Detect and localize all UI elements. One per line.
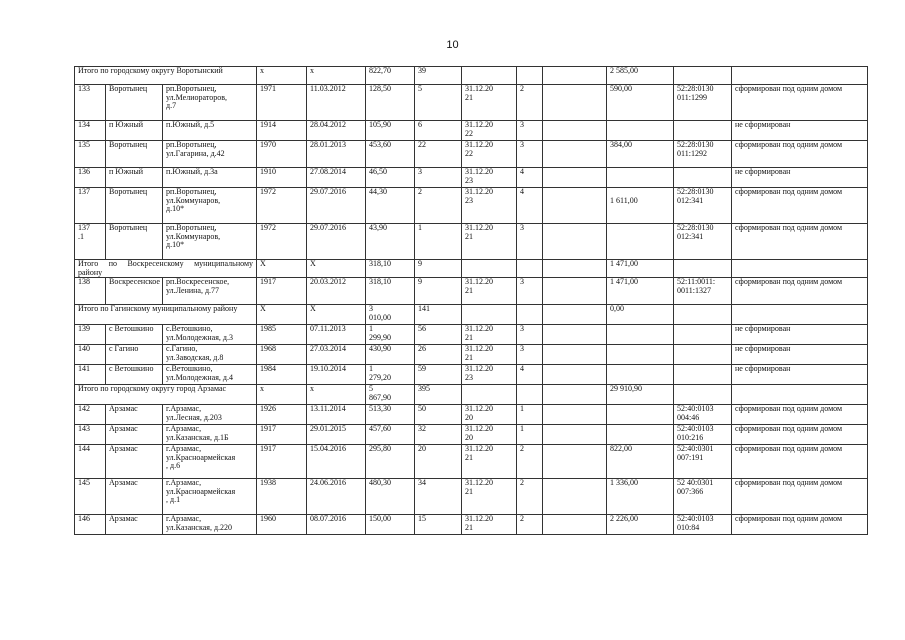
locality-cell: с Ветошкино	[106, 365, 163, 385]
address-cell: рп.Воротынец, ул.Коммунаров, д.10*	[163, 224, 257, 260]
empty-cell	[543, 121, 607, 141]
cadastral-cell: 52:40:0301 007:191	[674, 445, 732, 479]
deadline-cell: 31.12.20 21	[462, 85, 517, 121]
address-cell: с.Ветошкино, ул.Молодежная, д.3	[163, 325, 257, 345]
subtotal-empty-cell	[674, 260, 732, 278]
year-cell: 1972	[257, 224, 307, 260]
subtotal-empty-cell	[462, 67, 517, 85]
empty-cell	[543, 188, 607, 224]
address-cell: с.Ветошкино, ул.Молодежная, д.4	[163, 365, 257, 385]
status-cell: сформирован под одним домом	[732, 425, 868, 445]
table-row	[75, 278, 868, 305]
locality-cell: Арзамас	[106, 445, 163, 479]
deadline-cell: 31.12.20 23	[462, 168, 517, 188]
persons-cell: 9	[415, 278, 462, 305]
empty-cell	[543, 141, 607, 168]
empty-cell	[543, 515, 607, 535]
subtotal-persons: 39	[415, 67, 462, 85]
locality-cell: Воротынец	[106, 85, 163, 121]
year-cell: 1910	[257, 168, 307, 188]
table-row	[75, 345, 868, 365]
empty-cell	[543, 325, 607, 345]
subtotal-date-cell: х	[307, 67, 366, 85]
locality-cell: п Южный	[106, 168, 163, 188]
subtotal-date-cell: Х	[307, 305, 366, 325]
cadastral-cell: 52:40:0103 010:84	[674, 515, 732, 535]
stage-cell: 3	[517, 325, 543, 345]
cadastral-cell: 52 40:0301 007:366	[674, 479, 732, 515]
subtotal-empty-cell	[462, 385, 517, 405]
cadastral-cell	[674, 168, 732, 188]
persons-cell: 3	[415, 168, 462, 188]
address-cell: п.Южный, д.5	[163, 121, 257, 141]
locality-cell: Арзамас	[106, 425, 163, 445]
stage-cell: 2	[517, 479, 543, 515]
stage-cell: 4	[517, 365, 543, 385]
persons-cell: 5	[415, 85, 462, 121]
subtotal-area: 822,70	[366, 67, 415, 85]
cadastral-cell	[674, 121, 732, 141]
table-row	[75, 479, 868, 515]
date-cell: 28.04.2012	[307, 121, 366, 141]
table-row	[75, 121, 868, 141]
date-cell: 29.07.2016	[307, 224, 366, 260]
locality-cell: Арзамас	[106, 515, 163, 535]
table-row	[75, 405, 868, 425]
persons-cell: 6	[415, 121, 462, 141]
status-cell: не сформирован	[732, 325, 868, 345]
cost-cell	[607, 121, 674, 141]
persons-cell: 32	[415, 425, 462, 445]
subtotal-label: Итого по городскому округу Воротынский	[75, 67, 257, 85]
subtotal-persons: 395	[415, 385, 462, 405]
area-cell: 105,90	[366, 121, 415, 141]
locality-cell: с Гагино	[106, 345, 163, 365]
table-row	[75, 85, 868, 121]
cadastral-cell: 52:40:0103 010:216	[674, 425, 732, 445]
address-cell: г.Арзамас, ул.Красноармейская , д.1	[163, 479, 257, 515]
empty-cell	[543, 85, 607, 121]
address-cell: г.Арзамас, ул.Казанская, д.1Б	[163, 425, 257, 445]
area-cell: 44,30	[366, 188, 415, 224]
persons-cell: 34	[415, 479, 462, 515]
empty-cell	[543, 278, 607, 305]
persons-cell: 50	[415, 405, 462, 425]
address-cell: г.Арзамас, ул.Казанская, д.220	[163, 515, 257, 535]
cost-cell	[607, 405, 674, 425]
stage-cell: 1	[517, 405, 543, 425]
status-cell: сформирован под одним домом	[732, 188, 868, 224]
subtotal-cost: 0,00	[607, 305, 674, 325]
cadastral-cell	[674, 325, 732, 345]
cost-cell	[607, 345, 674, 365]
table-row	[75, 188, 868, 224]
row-number: 141	[75, 365, 106, 385]
deadline-cell: 31.12.20 22	[462, 121, 517, 141]
cost-cell: 2 226,00	[607, 515, 674, 535]
subtotal-year-cell: Х	[257, 305, 307, 325]
date-cell: 11.03.2012	[307, 85, 366, 121]
date-cell: 29.07.2016	[307, 188, 366, 224]
persons-cell: 59	[415, 365, 462, 385]
subtotal-date-cell: х	[307, 385, 366, 405]
status-cell: не сформирован	[732, 168, 868, 188]
row-number: 145	[75, 479, 106, 515]
cost-cell	[607, 325, 674, 345]
date-cell: 28.01.2013	[307, 141, 366, 168]
subtotal-empty-cell	[517, 305, 543, 325]
persons-cell: 22	[415, 141, 462, 168]
row-number: 135	[75, 141, 106, 168]
subtotal-cost: 1 471,00	[607, 260, 674, 278]
subtotal-empty-cell	[517, 260, 543, 278]
year-cell: 1938	[257, 479, 307, 515]
stage-cell: 3	[517, 141, 543, 168]
deadline-cell: 31.12.20 23	[462, 188, 517, 224]
locality-cell: Воскресенское	[106, 278, 163, 305]
area-cell: 1 279,20	[366, 365, 415, 385]
address-cell: рп.Воротынец, ул.Мелиораторов, д.7	[163, 85, 257, 121]
status-cell: сформирован под одним домом	[732, 445, 868, 479]
empty-cell	[543, 405, 607, 425]
persons-cell: 15	[415, 515, 462, 535]
area-cell: 480,30	[366, 479, 415, 515]
deadline-cell: 31.12.20 20	[462, 405, 517, 425]
subtotal-row	[75, 67, 868, 85]
cadastral-cell: 52:28:0130 011:1292	[674, 141, 732, 168]
row-number: 137	[75, 188, 106, 224]
row-number: 137 .1	[75, 224, 106, 260]
year-cell: 1917	[257, 425, 307, 445]
table-row	[75, 141, 868, 168]
row-number: 138	[75, 278, 106, 305]
area-cell: 46,50	[366, 168, 415, 188]
year-cell: 1917	[257, 445, 307, 479]
area-cell: 150,00	[366, 515, 415, 535]
subtotal-row	[75, 260, 868, 278]
subtotal-row	[75, 305, 868, 325]
subtotal-empty-cell	[732, 305, 868, 325]
row-number: 139	[75, 325, 106, 345]
row-number: 134	[75, 121, 106, 141]
date-cell: 24.06.2016	[307, 479, 366, 515]
cost-cell: 384,00	[607, 141, 674, 168]
subtotal-area: 3 010,00	[366, 305, 415, 325]
table-row	[75, 425, 868, 445]
deadline-cell: 31.12.20 21	[462, 224, 517, 260]
cost-cell: 590,00	[607, 85, 674, 121]
subtotal-empty-cell	[543, 305, 607, 325]
cost-cell: 1 471,00	[607, 278, 674, 305]
stage-cell: 2	[517, 445, 543, 479]
stage-cell: 3	[517, 224, 543, 260]
row-number: 142	[75, 405, 106, 425]
stage-cell: 3	[517, 278, 543, 305]
row-number: 143	[75, 425, 106, 445]
address-cell: рп.Воротынец, ул.Коммунаров, д.10*	[163, 188, 257, 224]
cost-cell: 822,00	[607, 445, 674, 479]
cost-cell	[607, 425, 674, 445]
locality-cell: Арзамас	[106, 479, 163, 515]
empty-cell	[543, 365, 607, 385]
stage-cell: 2	[517, 85, 543, 121]
area-cell: 1 299,90	[366, 325, 415, 345]
subtotal-empty-cell	[732, 260, 868, 278]
subtotal-empty-cell	[517, 385, 543, 405]
deadline-cell: 31.12.20 21	[462, 479, 517, 515]
date-cell: 15.04.2016	[307, 445, 366, 479]
status-cell: не сформирован	[732, 121, 868, 141]
area-cell: 43,90	[366, 224, 415, 260]
subtotal-year-cell: х	[257, 385, 307, 405]
cadastral-cell: 52:28:0130 012:341	[674, 224, 732, 260]
cadastral-cell: 52:40:0103 004:46	[674, 405, 732, 425]
table-row	[75, 445, 868, 479]
status-cell: сформирован под одним домом	[732, 141, 868, 168]
locality-cell: с Ветошкино	[106, 325, 163, 345]
date-cell: 20.03.2012	[307, 278, 366, 305]
table-row	[75, 168, 868, 188]
deadline-cell: 31.12.20 21	[462, 345, 517, 365]
area-cell: 457,60	[366, 425, 415, 445]
row-number: 144	[75, 445, 106, 479]
locality-cell: Воротынец	[106, 141, 163, 168]
deadline-cell: 31.12.20 21	[462, 278, 517, 305]
year-cell: 1984	[257, 365, 307, 385]
empty-cell	[543, 479, 607, 515]
deadline-cell: 31.12.20 22	[462, 141, 517, 168]
locality-cell: Воротынец	[106, 188, 163, 224]
area-cell: 453,60	[366, 141, 415, 168]
locality-cell: Арзамас	[106, 405, 163, 425]
persons-cell: 2	[415, 188, 462, 224]
cost-cell	[607, 168, 674, 188]
housing-register-table	[74, 66, 868, 535]
subtotal-empty-cell	[517, 67, 543, 85]
deadline-cell: 31.12.20 21	[462, 325, 517, 345]
stage-cell: 3	[517, 345, 543, 365]
area-cell: 128,50	[366, 85, 415, 121]
table-row	[75, 224, 868, 260]
row-number: 136	[75, 168, 106, 188]
date-cell: 27.03.2014	[307, 345, 366, 365]
subtotal-label: Итого по Гагинскому муниципальному району	[75, 305, 257, 325]
status-cell: сформирован под одним домом	[732, 405, 868, 425]
address-cell: рп.Воротынец, ул.Гагарина, д.42	[163, 141, 257, 168]
address-cell: рп.Воскресенское, ул.Ленина, д.77	[163, 278, 257, 305]
year-cell: 1970	[257, 141, 307, 168]
status-cell: сформирован под одним домом	[732, 278, 868, 305]
area-cell: 318,10	[366, 278, 415, 305]
stage-cell: 2	[517, 515, 543, 535]
status-cell: не сформирован	[732, 365, 868, 385]
persons-cell: 1	[415, 224, 462, 260]
locality-cell: п Южный	[106, 121, 163, 141]
subtotal-empty-cell	[732, 385, 868, 405]
persons-cell: 20	[415, 445, 462, 479]
table-row	[75, 325, 868, 345]
status-cell: не сформирован	[732, 345, 868, 365]
locality-cell: Воротынец	[106, 224, 163, 260]
year-cell: 1926	[257, 405, 307, 425]
empty-cell	[543, 425, 607, 445]
date-cell: 13.11.2014	[307, 405, 366, 425]
row-number: 140	[75, 345, 106, 365]
subtotal-empty-cell	[674, 67, 732, 85]
subtotal-empty-cell	[543, 67, 607, 85]
area-cell: 295,80	[366, 445, 415, 479]
year-cell: 1985	[257, 325, 307, 345]
subtotal-year-cell: х	[257, 67, 307, 85]
subtotal-empty-cell	[674, 385, 732, 405]
subtotal-year-cell: Х	[257, 260, 307, 278]
subtotal-empty-cell	[462, 260, 517, 278]
stage-cell: 4	[517, 168, 543, 188]
subtotal-label: Итого по городскому округу город Арзамас	[75, 385, 257, 405]
subtotal-area: 318,10	[366, 260, 415, 278]
empty-cell	[543, 445, 607, 479]
empty-cell	[543, 345, 607, 365]
deadline-cell: 31.12.20 23	[462, 365, 517, 385]
subtotal-area: 5 867,90	[366, 385, 415, 405]
stage-cell: 1	[517, 425, 543, 445]
date-cell: 29.01.2015	[307, 425, 366, 445]
stage-cell: 4	[517, 188, 543, 224]
subtotal-empty-cell	[674, 305, 732, 325]
cadastral-cell: 52:28:0130 012:341	[674, 188, 732, 224]
subtotal-empty-cell	[732, 67, 868, 85]
year-cell: 1972	[257, 188, 307, 224]
empty-cell	[543, 168, 607, 188]
subtotal-cost: 2 585,00	[607, 67, 674, 85]
date-cell: 27.08.2014	[307, 168, 366, 188]
page-number: 10	[446, 39, 459, 51]
subtotal-date-cell: Х	[307, 260, 366, 278]
deadline-cell: 31.12.20 20	[462, 425, 517, 445]
subtotal-empty-cell	[462, 305, 517, 325]
table-row	[75, 365, 868, 385]
area-cell: 513,30	[366, 405, 415, 425]
empty-cell	[543, 224, 607, 260]
date-cell: 08.07.2016	[307, 515, 366, 535]
deadline-cell: 31.12.20 21	[462, 515, 517, 535]
cost-cell: 1 336,00	[607, 479, 674, 515]
date-cell: 19.10.2014	[307, 365, 366, 385]
address-cell: п.Южный, д.3а	[163, 168, 257, 188]
cadastral-cell: 52:11:0011: 0011:1327	[674, 278, 732, 305]
address-cell: г.Арзамас, ул.Красноармейская , д.6	[163, 445, 257, 479]
status-cell: сформирован под одним домом	[732, 479, 868, 515]
cadastral-cell: 52:28:0130 011:1299	[674, 85, 732, 121]
year-cell: 1971	[257, 85, 307, 121]
address-cell: с.Гагино, ул.Заводская, д.8	[163, 345, 257, 365]
year-cell: 1917	[257, 278, 307, 305]
persons-cell: 56	[415, 325, 462, 345]
subtotal-row	[75, 385, 868, 405]
cost-cell	[607, 224, 674, 260]
subtotal-empty-cell	[543, 260, 607, 278]
date-cell: 07.11.2013	[307, 325, 366, 345]
cost-cell	[607, 365, 674, 385]
cadastral-cell	[674, 345, 732, 365]
status-cell: сформирован под одним домом	[732, 515, 868, 535]
subtotal-persons: 141	[415, 305, 462, 325]
row-number: 146	[75, 515, 106, 535]
subtotal-cost: 29 910,90	[607, 385, 674, 405]
subtotal-persons: 9	[415, 260, 462, 278]
area-cell: 430,90	[366, 345, 415, 365]
year-cell: 1968	[257, 345, 307, 365]
persons-cell: 26	[415, 345, 462, 365]
year-cell: 1960	[257, 515, 307, 535]
row-number: 133	[75, 85, 106, 121]
address-cell: г.Арзамас, ул.Лесная, д.203	[163, 405, 257, 425]
cadastral-cell	[674, 365, 732, 385]
subtotal-empty-cell	[543, 385, 607, 405]
subtotal-label: Итого по Воскресенскому муниципальному району	[75, 260, 257, 278]
status-cell: сформирован под одним домом	[732, 85, 868, 121]
cost-cell: 1 611,00	[607, 188, 674, 224]
stage-cell: 3	[517, 121, 543, 141]
deadline-cell: 31.12.20 21	[462, 445, 517, 479]
table-row	[75, 515, 868, 535]
year-cell: 1914	[257, 121, 307, 141]
status-cell: сформирован под одним домом	[732, 224, 868, 260]
